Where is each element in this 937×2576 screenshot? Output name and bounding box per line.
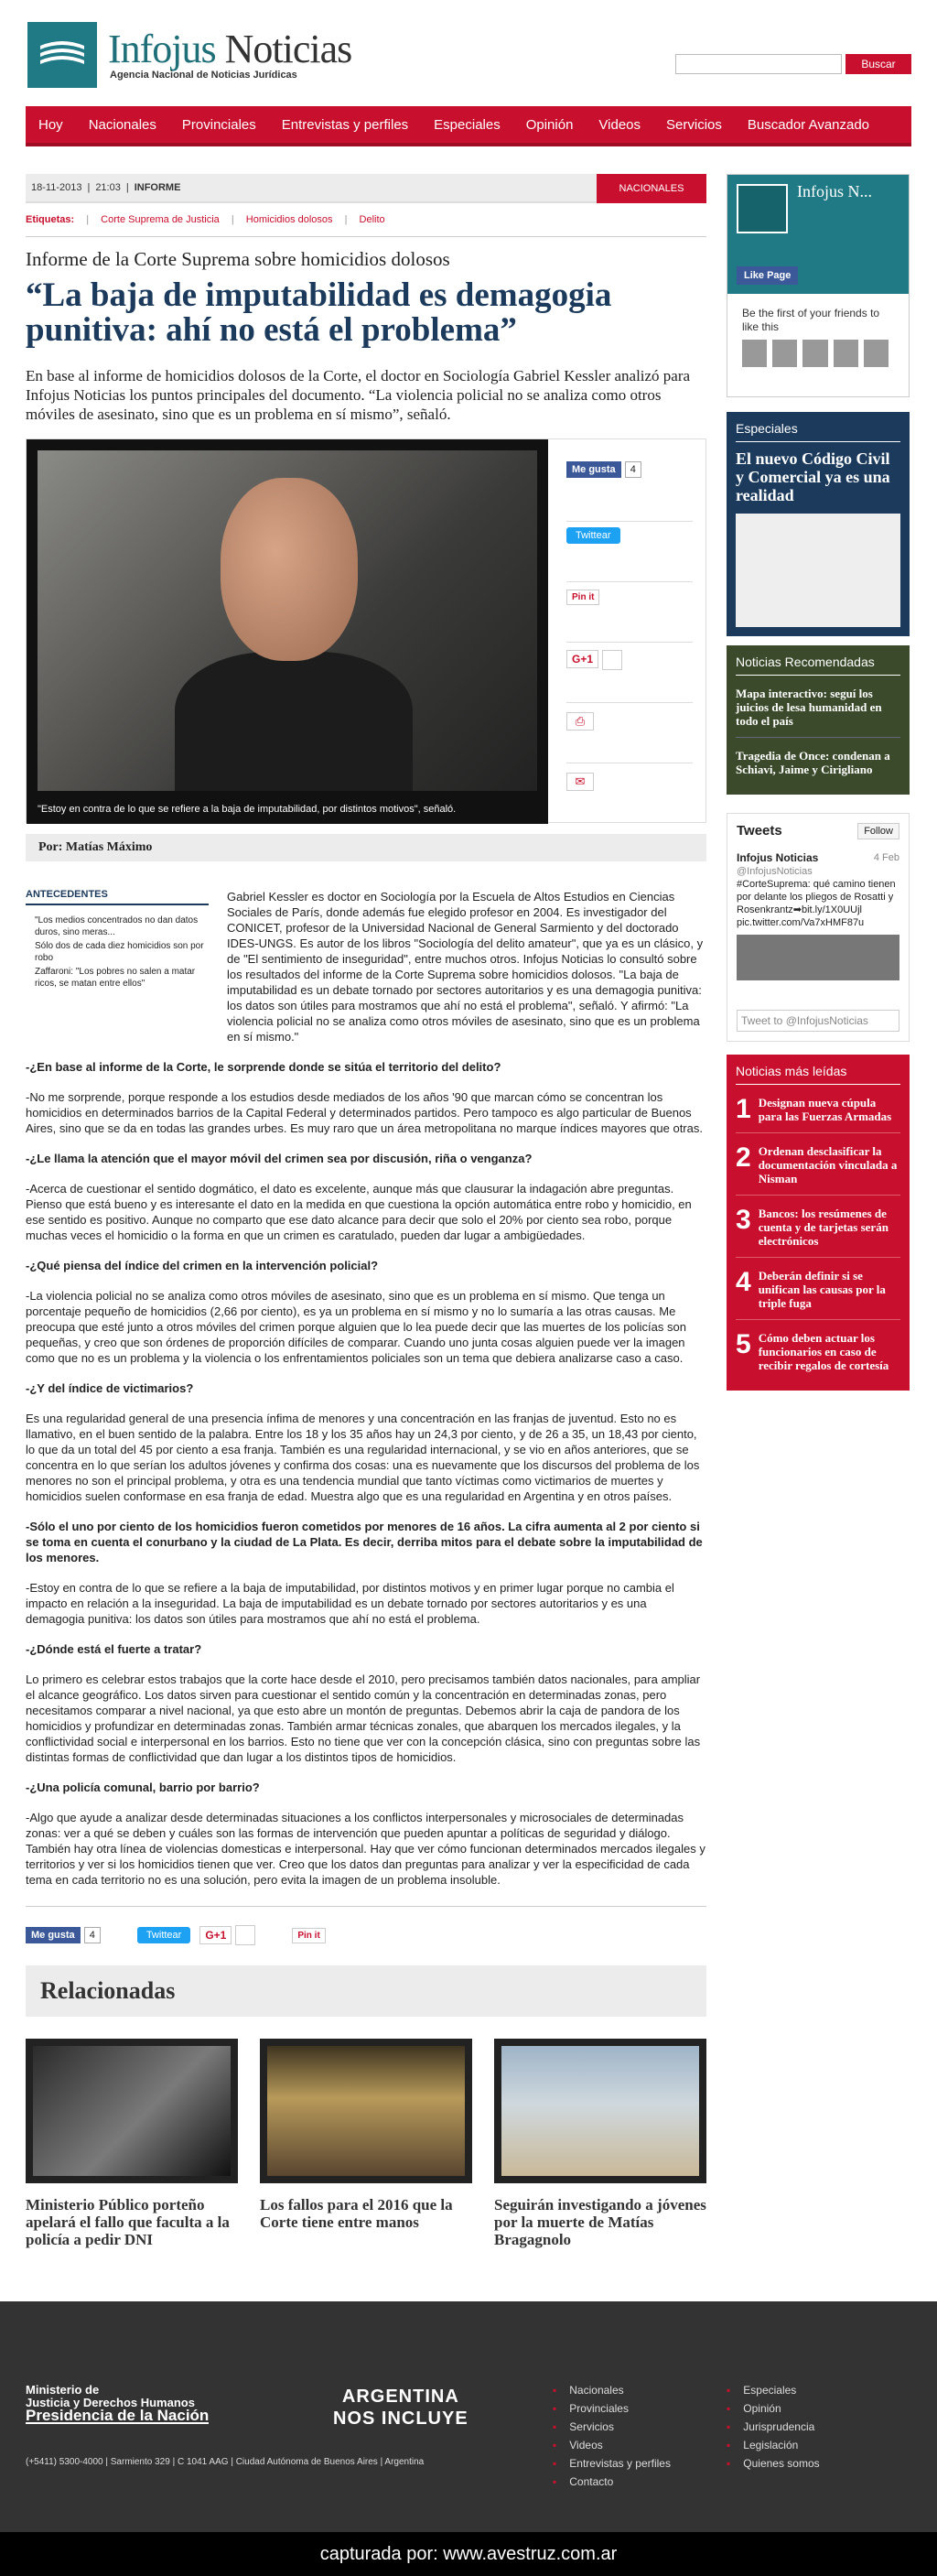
tag-link[interactable]: Corte Suprema de Justicia: [101, 214, 220, 225]
interview-question: -¿Dónde está el fuerte a tratar?: [26, 1642, 202, 1656]
especiales-headline[interactable]: El nuevo Código Civil y Comercial ya es una realidad: [736, 449, 890, 504]
footer-address: (+5411) 5300-4000 | Sarmiento 329 | C 1041 AAG | Ciudad Autónoma de Buenos Aires | Argentina: [26, 2457, 425, 2467]
mas-leida-item[interactable]: [736, 1331, 900, 1381]
antecedente-link[interactable]: "Los medios concentrados no dan datos duros, sino meras...: [35, 915, 199, 937]
footer-link[interactable]: ▪ Contacto: [553, 2475, 671, 2488]
rank-number: 1: [736, 1094, 751, 1124]
interview-answer: Lo primero es celebrar estos trabajos que la corte hace desde el 2010, pero precisamos también datos nacionales, para ampliar el alcance geográfico. Los datos sirven para cuestionar el sentido común y la concentración en determinadas zonas, pero necesitamos comparar a nivel nacional, ya que esto abre un montón de preguntas. Debemos abrir la caja de pandora de los homicidios y profundizar en determinadas zonas. También armar técnicas zonales, que abarquen los mercados ilegales, y la conflictividad social e interpersonal en los barrios. Esto no tiene que ver con la concepción clásica, sino con preguntas sobre las distintas formas de conflictividad que dan lugar a los distintos tipos de homicidios.: [26, 1672, 701, 1764]
fb-page-title[interactable]: Infojus N...: [797, 182, 872, 200]
share-column: [548, 439, 705, 822]
rank-number: 4: [736, 1267, 751, 1297]
tweet-date: 4 Feb: [873, 852, 899, 863]
antecedentes: [26, 889, 227, 1044]
google-plus-button[interactable]: G+1: [199, 1926, 232, 1944]
especiales-image[interactable]: [736, 514, 900, 627]
related-headline[interactable]: Los fallos para el 2016 que la Corte tiene entre manos: [260, 2196, 453, 2231]
footer-link[interactable]: ▪ Entrevistas y perfiles: [553, 2457, 671, 2470]
antecedente-link[interactable]: Sólo dos de cada diez homicidios son por robo: [35, 941, 204, 963]
recomendada-link[interactable]: Mapa interactivo: seguí los juicios de lesa humanidad en todo el país: [736, 687, 900, 738]
facebook-like-button[interactable]: Me gusta: [566, 461, 621, 478]
footer-link[interactable]: ▪ Quienes somos: [727, 2457, 820, 2470]
argentina-logo: ARGENTINA NOS INCLUYE: [333, 2387, 468, 2429]
twitter-button[interactable]: Twittear: [137, 1927, 191, 1943]
article-photo: [27, 439, 548, 824]
interview-question: -¿Una policía comunal, barrio por barrio?: [26, 1780, 260, 1794]
recomendadas-box: [727, 645, 910, 795]
interview-answer: -Estoy en contra de lo que se refiere a la baja de imputabilidad, por distintos motivos y en primer lugar porque no cambia el impacto en relación a la inseguridad. La baja de imputabilidad es un debate tornado por sectores autoritarios y es una demagogia punitiva: los datos son útiles para mostramos que ahí no está el problema.: [26, 1581, 674, 1626]
mas-leidas-title: Noticias más leídas: [736, 1064, 900, 1085]
footer-links-2: [727, 2384, 820, 2475]
tweets-title: Tweets: [737, 823, 782, 839]
related-headline[interactable]: Seguirán investigando a jóvenes por la muerte de Matías Bragagnolo: [494, 2196, 706, 2248]
tag-link[interactable]: Delito: [359, 214, 385, 225]
book-icon: [27, 22, 97, 88]
tags: Etiquetas: | Corte Suprema de Justicia | Homicidios dolosos | Delito: [26, 214, 706, 237]
nav-entrevistas[interactable]: Entrevistas y perfiles: [281, 116, 409, 133]
meta-time: 21:03: [95, 182, 121, 193]
logo-title-a: Infojus: [108, 27, 216, 71]
avatar[interactable]: [864, 340, 889, 367]
twitter-button[interactable]: Twittear: [566, 527, 620, 544]
nav-videos[interactable]: Videos: [598, 116, 641, 133]
article-kicker: Informe de la Corte Suprema sobre homicidios dolosos: [26, 248, 450, 270]
logo-title-b: Noticias: [224, 27, 352, 71]
header: [26, 0, 911, 106]
interview-question: -¿Le llama la atención que el mayor móvil del crimen sea por discusión, riña o venganza?: [26, 1152, 533, 1165]
tags-label: Etiquetas:: [26, 214, 75, 225]
nav-provinciales[interactable]: Provinciales: [181, 116, 256, 133]
bottom-share: [26, 1906, 706, 1945]
capture-credit: capturada por: www.avestruz.com.ar: [0, 2532, 937, 2576]
book-icon: [737, 184, 788, 233]
avatar[interactable]: [772, 340, 797, 367]
tag-link[interactable]: Homicidios dolosos: [245, 214, 333, 225]
recomendada-link[interactable]: Tragedia de Once: condenan a Schiavi, Jaime y Cirigliano: [736, 749, 890, 776]
mas-leida-item[interactable]: [736, 1096, 900, 1133]
like-page-button[interactable]: Like Page: [737, 266, 798, 285]
footer: [0, 2301, 937, 2532]
interview-answer: Es una regularidad general de una presencia ínfima de menores y una concentración en las franjas de juventud. Esto no es llamativo, en el buen sentido de la palabra. Entre los 18 y los 35 años hay un 24,3 por ciento, y de 26 a 35, un 18,43 por ciento, lo que da un total del 45 por ciento a esa franja. También es una regularidad internacional, y se vio en años anteriores, que se concentra en lo que serían los adultos jóvenes y confirma dos cosas: una es nuevamente que los discursos del problema de los menores no son el principal problema, y otra es una tendencia mundial que tanto víctimas como victimarios de muertes y homicidios suelen conformase en esa franja de edad. Muestra algo que es una regularidad en Argentina y en otros países.: [26, 1412, 700, 1503]
mas-leida-link[interactable]: Cómo deben actuar los funcionarios en caso de recibir regalos de cortesía: [758, 1331, 889, 1372]
mas-leida-link[interactable]: Bancos: los resúmenes de cuenta y de tarjetas serán electrónicos: [758, 1207, 889, 1248]
follow-button[interactable]: Follow: [857, 823, 899, 839]
interview-question: -¿Y del índice de victimarios?: [26, 1381, 194, 1395]
footer-link[interactable]: ▪ Provinciales: [553, 2402, 671, 2415]
interview-answer: -Acerca de cuestionar el sentido dogmático, el dato es excelente, aunque más que clausurar la indagación abre preguntas. Pienso que está bueno y es interesante el dato en la medida en que cuestiona la opción automática entre robo y homicidio, en ese sentido es positivo. Aunque no comparto que ese dato alcance para decir que solo el 20% por ciento sea robo, porque muchas veces el homicidio o la forma en que un crimen es caratulado, pueden dar lugar a ambigüedades.: [26, 1182, 692, 1242]
footer-link[interactable]: ▪ Opinión: [727, 2402, 820, 2415]
like-count: 4: [625, 461, 641, 478]
mas-leidas-box: [727, 1055, 910, 1391]
antecedente-link[interactable]: Zaffaroni: "Los pobres no salen a matar ricos, se matan entre ellos": [35, 967, 196, 989]
sidebar: [727, 174, 910, 2248]
avatar[interactable]: [834, 340, 858, 367]
mas-leida-item[interactable]: [736, 1144, 900, 1196]
related-list: [26, 2039, 706, 2248]
especiales-box: [727, 412, 910, 636]
related-headline[interactable]: Ministerio Público porteño apelará el fallo que faculta a la policía a pedir DNI: [26, 2196, 230, 2248]
meta-section: INFORME: [134, 182, 181, 193]
tweet-text: #CorteSuprema: qué camino tienen por delante los pliegos de Rosatti y Rosenkrantz➡bit.ly/1X0UUjl pic.twitter.com/Va7xHMF87u: [737, 879, 896, 928]
pinterest-button[interactable]: Pin it: [292, 1928, 325, 1943]
mas-leida-item[interactable]: [736, 1269, 900, 1320]
mas-leida-item[interactable]: [736, 1207, 900, 1258]
facebook-widget: [727, 174, 910, 397]
photo-caption: "Estoy en contra de lo que se refiere a la baja de imputabilidad, por distintos motivos", señaló.: [38, 804, 457, 815]
photo-block: [26, 438, 706, 823]
tweet-input[interactable]: Tweet to @InfojusNoticias: [737, 1010, 899, 1032]
article-lead: En base al informe de homicidios dolosos de la Corte, el doctor en Sociología Gabriel Kessler analizó para Infojus Noticias los puntos principales del documento. “La violencia policial no se analiza como otros móviles de asesinato, sino que es un problema en sí mismo”, señaló.: [26, 367, 691, 423]
google-plus-button[interactable]: G+1: [566, 650, 598, 668]
interview-question: -¿En base al informe de la Corte, le sorprende donde se sitúa el territorio del delito?: [26, 1060, 501, 1074]
interview-answer: -No me sorprende, porque responde a los estudios desde mediados de los años '90 que marcan cómo se concentran los homicidios en determinados barrios de la Capital Federal y determinados partidos. Pero tampoco es algo particular de Buenos Aires, sino que se da en todas las grandes urbes. Es muy raro que un área metropolitana no marque índices mayores que otras.: [26, 1090, 703, 1135]
ministerio-logo[interactable]: Ministerio de Justicia y Derechos Humanos Presidencia de la Nación: [26, 2383, 210, 2424]
related-image[interactable]: [260, 2039, 472, 2183]
pinterest-button[interactable]: Pin it: [566, 590, 599, 605]
footer-link[interactable]: ▪ Especiales: [727, 2384, 820, 2397]
tweet: [737, 851, 899, 980]
nav-buscador[interactable]: Buscador Avanzado: [747, 116, 870, 133]
footer-link[interactable]: ▪ Jurisprudencia: [727, 2420, 820, 2433]
fb-message: Be the first of your friends to like this: [742, 307, 880, 333]
rank-number: 3: [736, 1205, 751, 1235]
interview-question: -Sólo el uno por ciento de los homicidios fueron cometidos por menores de 16 años. La cifra aumenta al 2 por ciento si se toma en cuenta el conurbano y la ciudad de La Plata. Es decir, derriba mitos para el debate sobre la imputabilidad de los menores.: [26, 1520, 703, 1564]
related-image[interactable]: [494, 2039, 706, 2183]
article-headline: “La baja de imputabilidad es demagogia punitiva: ahí no está el problema”: [26, 276, 612, 349]
category-badge[interactable]: NACIONALES: [597, 174, 706, 203]
avatar[interactable]: [742, 340, 767, 367]
friend-avatars: [727, 334, 909, 373]
search-box: [675, 54, 911, 74]
like-count: 4: [84, 1927, 101, 1943]
avatar[interactable]: [802, 340, 827, 367]
footer-link[interactable]: ▪ Nacionales: [553, 2384, 671, 2397]
facebook-like-button[interactable]: Me gusta: [26, 1927, 81, 1943]
mas-leida-link[interactable]: Designan nueva cúpula para las Fuerzas Armadas: [758, 1096, 892, 1123]
antecedentes-title: ANTECEDENTES: [26, 889, 209, 905]
interview-question: -¿Qué piensa del índice del crimen en la intervención policial?: [26, 1259, 379, 1272]
rank-number: 5: [736, 1329, 751, 1359]
rank-number: 2: [736, 1142, 751, 1173]
recomendadas-title: Noticias Recomendadas: [736, 655, 900, 676]
twitter-widget: [727, 813, 910, 1042]
tweet-handle[interactable]: @InfojusNoticias: [737, 866, 813, 877]
site-logo[interactable]: [27, 22, 351, 88]
footer-link[interactable]: ▪ Servicios: [553, 2420, 671, 2433]
especiales-title: Especiales: [736, 421, 900, 442]
article-intro: Gabriel Kessler es doctor en Sociología por la Escuela de Altos Estudios en Ciencias Sociales de París, donde además fue elegido profesor en 2004. Es investigador del CONICET, profesor de la Universidad Nacional de General Sarmiento y del doctorado IDES-UNGS. Es autor de los libros "Sociología del delito amateur", que ya es un clásico, y de "El sentimiento de inseguridad", entre muchos otros. Infojus Noticias lo consultó sobre los resultados del informe de la Corte Suprema sobre homicidios dolosos. "La baja de imputabilidad es un debate tornado por sectores autoritarios y es una demagogia punitiva: los datos son útiles para mostramos que ahí no está el problema", señaló. Y afirmó: "La violencia policial no se analiza como otros móviles de asesinato, sino que es un problema en sí mismo.": [227, 890, 704, 1044]
mas-leida-link[interactable]: Deberán definir si se unifican las causas por la triple fuga: [758, 1269, 886, 1310]
interview-answer: -Algo que ayude a analizar desde determinadas situaciones a los conflictos interpersonales y microsociales de determinadas zonas: ver a qué se deben y cuáles son las formas de intervención que pueden apuntar a políticas de seguridad y diálogo. También hay otra línea de violencias domesticas e interpersonal. Hay que ver cómo funcionan determinados mercados ilegales y territorios y ver si los homicidios tienen que ver. Creo que los datos dan preguntas para analizar y ver la especificidad de cada tema en cada territorio no es una solución, pero evita la imagen de un problema insoluble.: [26, 1811, 705, 1887]
main-column: [26, 174, 706, 2248]
print-icon[interactable]: ⎙: [566, 712, 594, 731]
search-input[interactable]: [675, 54, 842, 74]
related-title: Relacionadas: [26, 1965, 706, 2017]
email-icon[interactable]: ✉: [566, 773, 594, 791]
article-author: Por: Matías Máximo: [26, 834, 706, 861]
article-body: [26, 1059, 706, 1888]
footer-links-1: [553, 2384, 671, 2494]
related-image[interactable]: [26, 2039, 238, 2183]
nav-opinion[interactable]: Opinión: [525, 116, 574, 133]
related-item[interactable]: [494, 2039, 706, 2248]
footer-link[interactable]: ▪ Videos: [553, 2439, 671, 2452]
interview-answer: -La violencia policial no se analiza como otros móviles de asesinato, sino que es un problema en sí mismo. Que tenga un porcentaje pequeño de homicidios (2,66 por ciento), es ya un problema en sí mismo y no lo sumaría a las otras causas. Me preocupa que esté junto a otros móviles del crimen porque alguien que lo lea puede decir que las muertes de los policías son pequeñas, y creo que son órdenes de proporción difíciles de comparar. Cuando uno junta cosas alguien puede ver la imagen como que no es un problema y la violencia o los enfrentamientos policiales son un tema que debiera analizarse caso a caso.: [26, 1289, 686, 1365]
nav-servicios[interactable]: Servicios: [666, 116, 722, 133]
portrait-image: [38, 450, 537, 791]
nav-nacionales[interactable]: Nacionales: [88, 116, 156, 133]
meta-date: 18-11-2013: [31, 182, 82, 193]
nav-especiales[interactable]: Especiales: [434, 116, 501, 133]
related-item[interactable]: [26, 2039, 238, 2248]
logo-subtitle: Agencia Nacional de Noticias Jurídicas: [110, 70, 297, 81]
main-nav: [26, 106, 911, 146]
tweet-user[interactable]: Infojus Noticias: [737, 851, 819, 864]
tweet-image[interactable]: [737, 935, 899, 980]
mas-leida-link[interactable]: Ordenan desclasificar la documentación vinculada a Nisman: [758, 1144, 898, 1185]
related-item[interactable]: [260, 2039, 472, 2248]
article-meta: 18-11-2013 | 21:03 | INFORME NACIONALES: [26, 174, 706, 203]
search-button[interactable]: Buscar: [845, 54, 911, 74]
nav-hoy[interactable]: Hoy: [38, 116, 63, 133]
footer-link[interactable]: ▪ Legislación: [727, 2439, 820, 2452]
